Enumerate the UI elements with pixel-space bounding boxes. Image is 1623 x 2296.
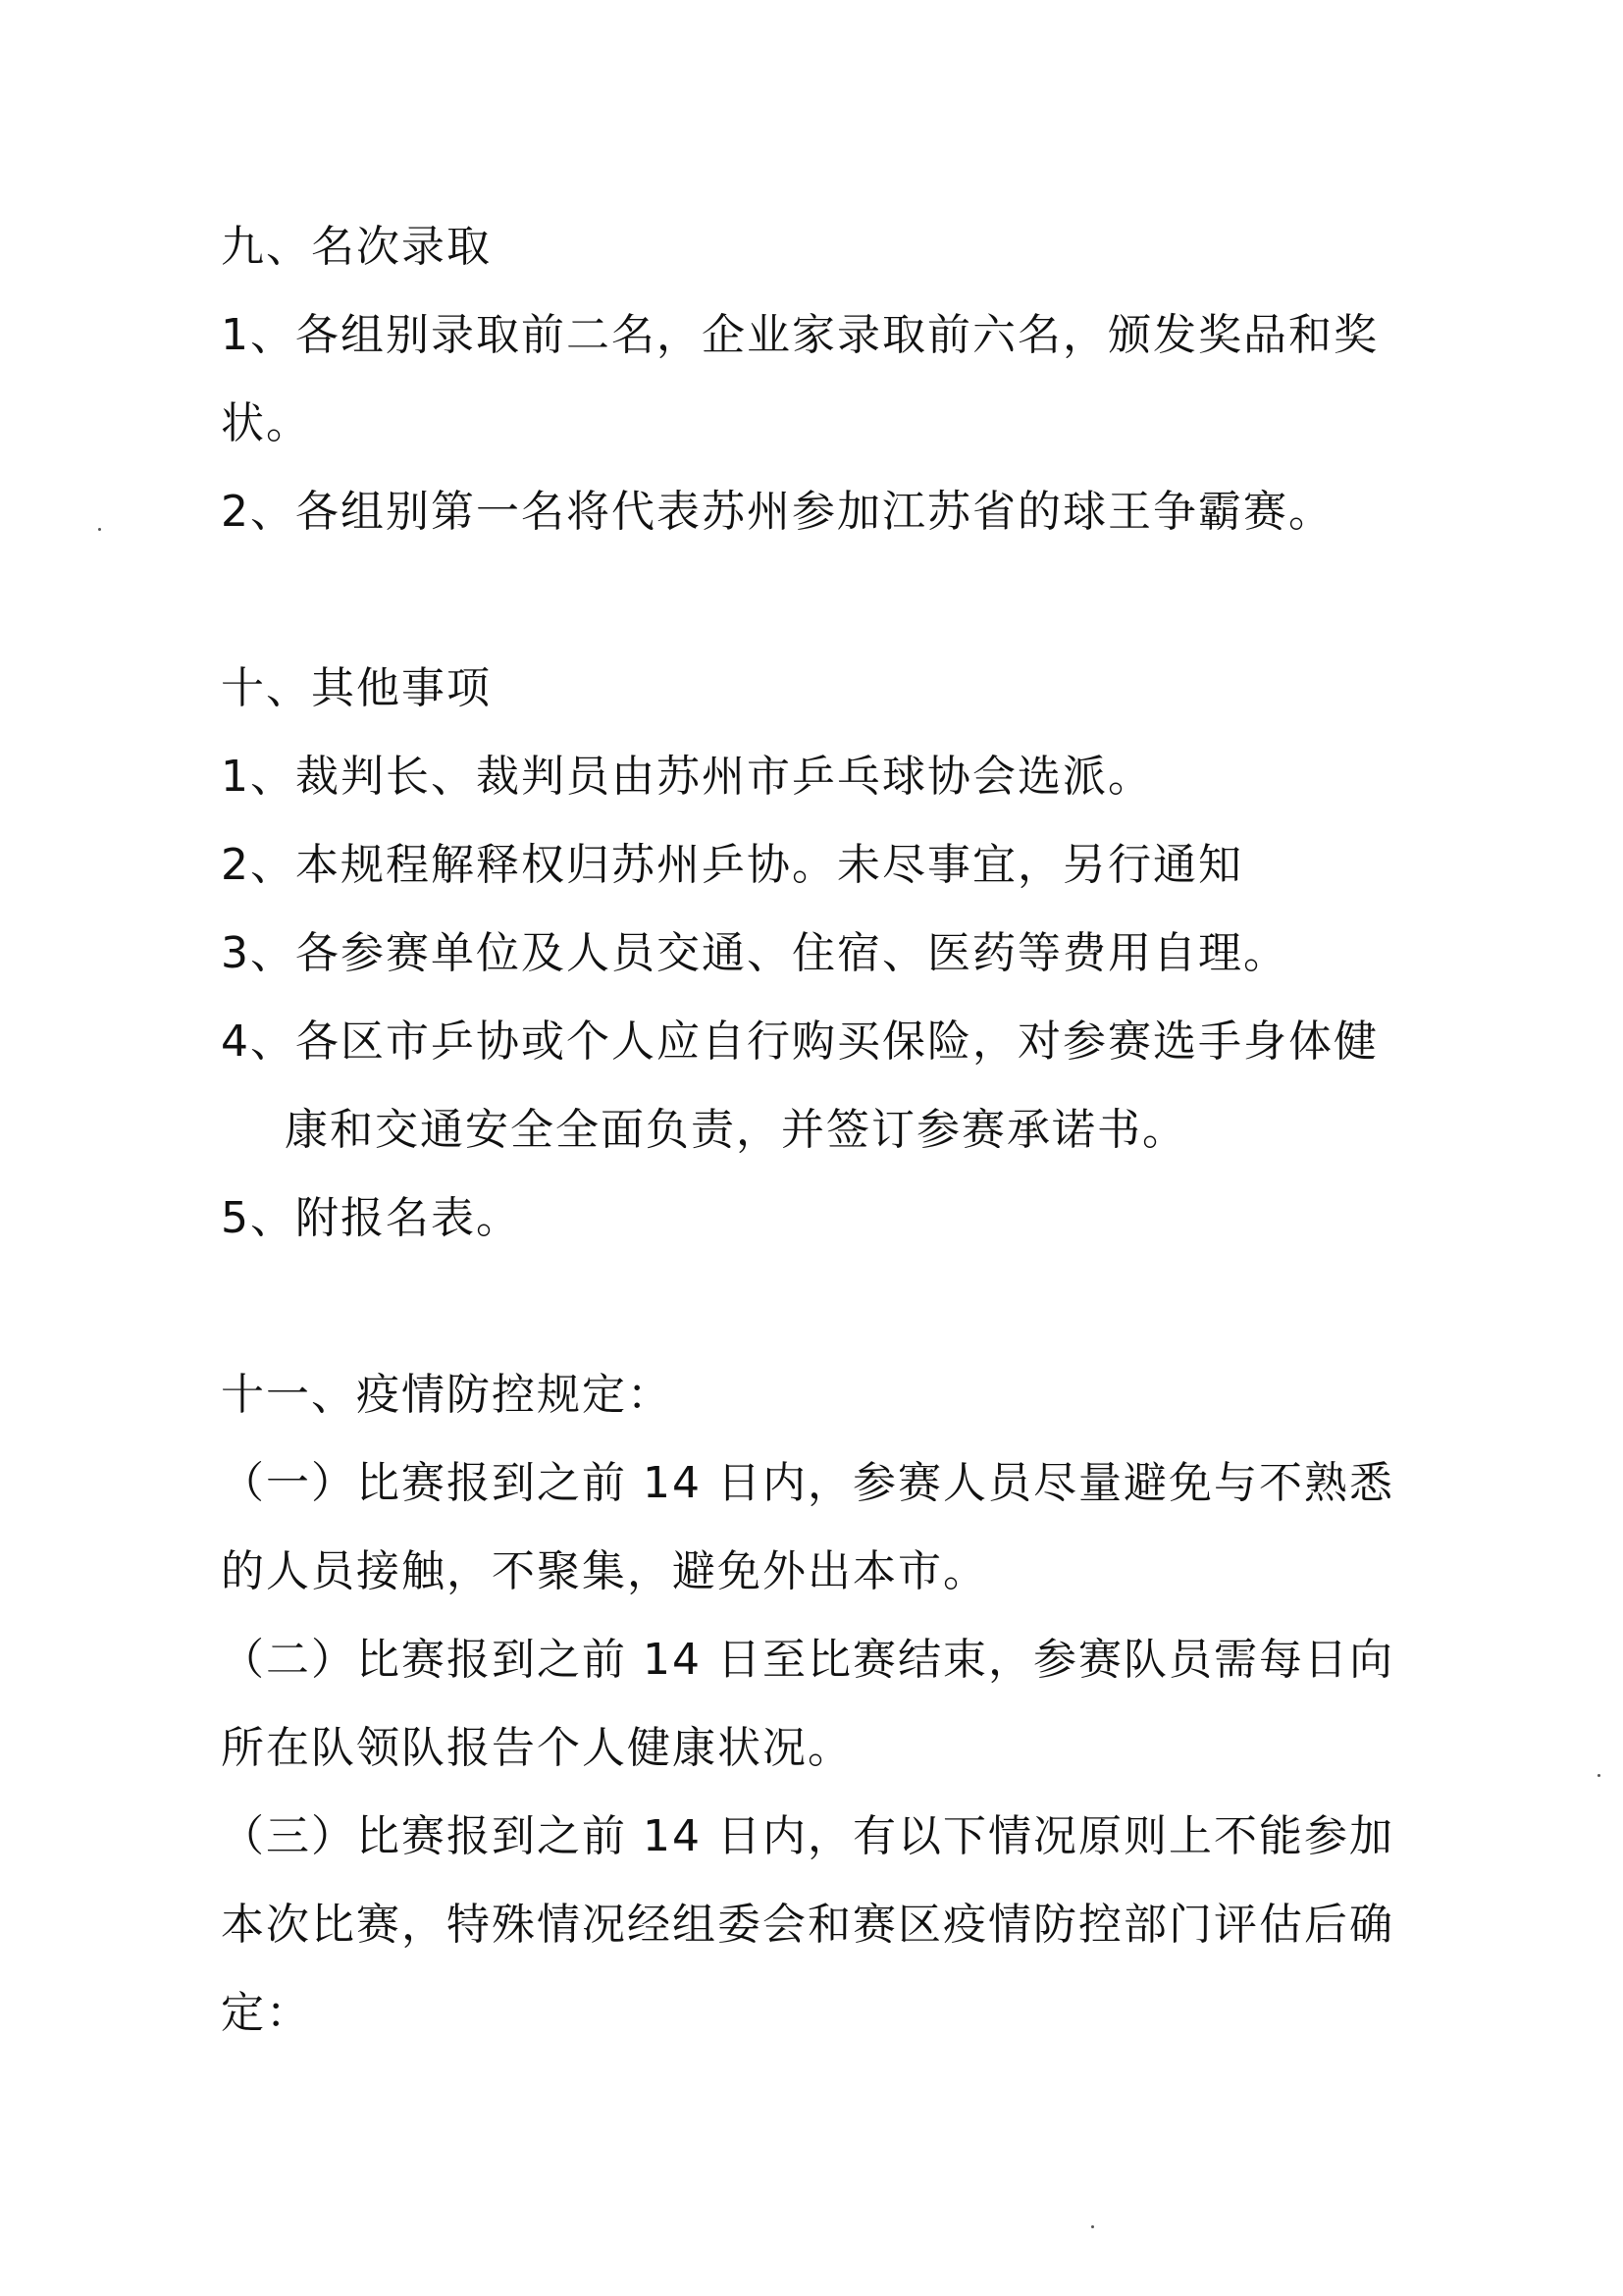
paragraph-line: 4、各区市乒协或个人应自行购买保险，对参赛选手身体健 — [221, 1017, 1379, 1067]
paragraph-line: 5、附报名表。 — [221, 1193, 521, 1243]
paragraph-line: （二）比赛报到之前 14 日至比赛结束，参赛队员需每日向 — [221, 1635, 1394, 1685]
paragraph-line: 1、各组别录取前二名，企业家录取前六名，颁发奖品和奖 — [221, 310, 1379, 360]
section-heading-11: 十一、疫情防控规定： — [221, 1370, 672, 1420]
paragraph-line-continued: 康和交通安全全面负责，并签订参赛承诺书。 — [285, 1105, 1187, 1155]
paragraph-line: 本次比赛，特殊情况经组委会和赛区疫情防控部门评估后确 — [221, 1900, 1394, 1950]
paragraph-line: 所在队领队报告个人健康状况。 — [221, 1723, 853, 1773]
section-heading-10: 十、其他事项 — [221, 663, 492, 713]
paragraph-line: 2、各组别第一名将代表苏州参加江苏省的球王争霸赛。 — [221, 487, 1334, 537]
paragraph-line: （三）比赛报到之前 14 日内，有以下情况原则上不能参加 — [221, 1811, 1394, 1861]
paragraph-line: 1、裁判长、裁判员由苏州市乒乓球协会选派。 — [221, 752, 1153, 802]
paragraph-line: （一）比赛报到之前 14 日内，参赛人员尽量避免与不熟悉 — [221, 1458, 1394, 1508]
paragraph-line: 2、本规程解释权归苏州乒协。未尽事宜，另行通知 — [221, 840, 1243, 890]
paragraph-line: 定： — [221, 1988, 311, 2038]
scan-speck — [1597, 1774, 1600, 1777]
section-heading-9: 九、名次录取 — [221, 222, 492, 272]
paragraph-line: 3、各参赛单位及人员交通、住宿、医药等费用自理。 — [221, 928, 1288, 978]
scan-speck — [98, 528, 101, 531]
scan-speck — [1091, 2225, 1094, 2228]
paragraph-line: 状。 — [221, 398, 311, 448]
paragraph-line: 的人员接触，不聚集，避免外出本市。 — [221, 1546, 988, 1596]
